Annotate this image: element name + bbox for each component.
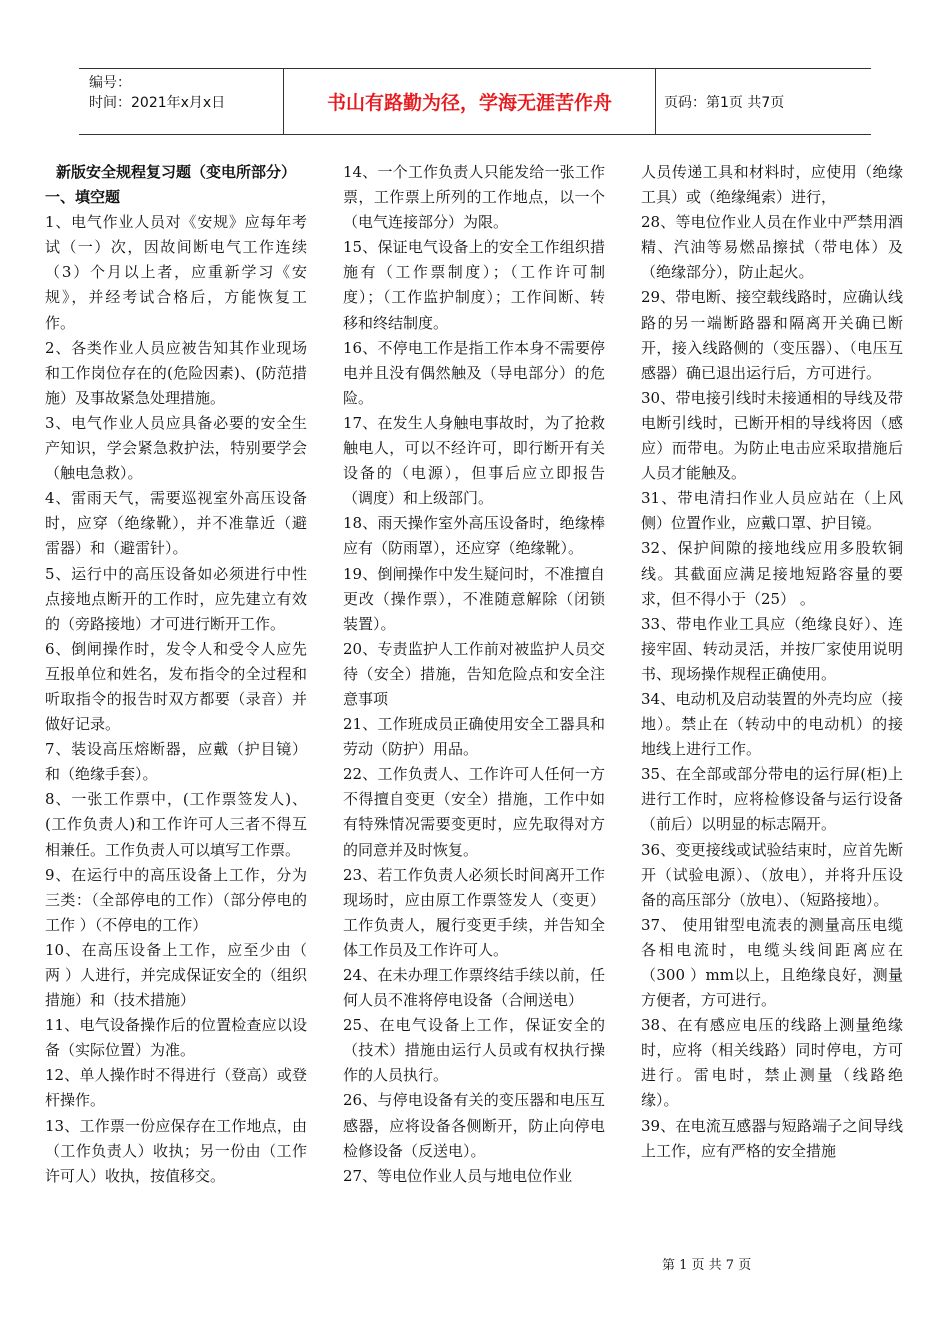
question-paragraph: 34、电动机及启动装置的外壳均应（接地）。禁止在（转动中的电动机）的接地线上进行工作。: [641, 689, 903, 759]
question-paragraph: 9、在运行中的高压设备上工作，分为三类：（全部停电的工作）（部分停电的工作 ）（不停电的工作）: [45, 865, 307, 934]
question-paragraph: 30、带电接引线时未接通相的导线及带电断引线时，已断开相的导线将因（感应）而带电。为防止电击应采取措施后人员才能触及。: [641, 388, 903, 483]
page-footer: 第 1 页 共 7 页: [662, 1258, 752, 1273]
question-paragraph: 3、电气作业人员应具备必要的安全生产知识，学会紧急救护法，特别要学会（触电急救）。: [45, 413, 307, 483]
question-paragraph: 27、等电位作业人员与地电位作业: [343, 1166, 573, 1185]
question-paragraph: 39、在电流互感器与短路端子之间导线上工作，应有严格的安全措施: [641, 1116, 903, 1160]
question-paragraph: 32、保护间隙的接地线应用多股软铜线。其截面应满足接地短路容量的要求，但不得小于（25） 。: [641, 539, 903, 608]
section-heading: 一、填空题: [45, 188, 121, 207]
question-paragraph: 17、在发生人身触电事故时，为了抢救触电人，可以不经许可，即行断开有关设备的（电源），但事后应立即报告（调度）和上级部门。: [343, 413, 605, 508]
text-column-3: [641, 160, 903, 1164]
text-column-2: [343, 160, 605, 1189]
date-label: 时间：2021年x月x日: [89, 95, 226, 111]
text-column-1: [45, 160, 307, 1189]
question-paragraph: 7、装设高压熔断器，应戴（护目镜）和（绝缘手套）。: [45, 740, 307, 784]
question-paragraph: 24、在未办理工作票终结手续以前，任何人员不准将停电设备（合闸送电）: [343, 966, 605, 1010]
question-paragraph: 18、雨天操作室外高压设备时，绝缘棒应有（防雨罩），还应穿（绝缘靴）。: [343, 514, 605, 558]
question-paragraph: 6、倒闸操作时，发令人和受令人应先互报单位和姓名，发布指令的全过程和听取指令的报告时双方都要（录音）并做好记录。: [45, 639, 307, 734]
question-paragraph: 31、带电清扫作业人员应站在（上风侧）位置作业，应戴口罩、护目镜。: [641, 489, 903, 533]
question-paragraph: 1、电气作业人员对《安规》应每年考试（一）次，因故间断电气工作连续（3）个月以上者，应重新学习《安规》，并经考试合格后，方能恢复工作。: [45, 213, 307, 332]
question-paragraph: 16、不停电工作是指工作本身不需要停电并且没有偶然触及（导电部分）的危险。: [343, 338, 605, 407]
question-paragraph: 25、在电气设备上工作，保证安全的（技术）措施由运行人员或有权执行操作的人员执行。: [343, 1016, 605, 1085]
question-paragraph: 5、运行中的高压设备如必须进行中性点接地点断开的工作时，应先建立有效的（旁路接地）才可进行断开工作。: [45, 564, 307, 633]
question-paragraph: 20、专责监护人工作前对被监护人员交待（安全）措施，告知危险点和安全注意事项: [343, 639, 605, 708]
question-paragraph: 人员传递工具和材料时，应使用（绝缘工具）或（绝缘绳索）进行，: [641, 163, 903, 207]
question-paragraph: 23、若工作负责人必须长时间离开工作现场时，应由原工作票签发人（变更）工作负责人，履行变更手续，并告知全体工作员及工作许可人。: [343, 865, 605, 959]
header-page-info: 页码：第1页 共7页: [664, 94, 785, 111]
question-paragraph: 8、一张工作票中，(工作票签发人)、(工作负责人)和工作许可人三者不得互相兼任。工作负责人可以填写工作票。: [45, 790, 307, 859]
question-paragraph: 28、等电位作业人员在作业中严禁用酒精、汽油等易燃品擦拭（带电体）及（绝缘部分），防止起火。: [641, 213, 903, 282]
question-paragraph: 29、带电断、接空载线路时，应确认线路的另一端断路器和隔离开关确已断开，接入线路侧的（变压器）、（电压互感器）确已退出运行后，方可进行。: [641, 288, 903, 382]
question-paragraph: 12、单人操作时不得进行（登高）或登杆操作。: [45, 1066, 307, 1110]
question-paragraph: 38、在有感应电压的线路上测量绝缘时，应将（相关线路）同时停电，方可进行。雷电时，禁止测量（线路绝缘）。: [641, 1016, 903, 1110]
number-label: 编号：: [89, 75, 131, 91]
document-title: 新版安全规程复习题（变电所部分）: [55, 163, 296, 181]
question-paragraph: 21、工作班成员正确使用安全工器具和劳动（防护）用品。: [343, 715, 605, 759]
question-paragraph: 35、在全部或部分带电的运行屏(柜)上进行工作时，应将检修设备与运行设备（前后）以明显的标志隔开。: [641, 765, 903, 834]
question-paragraph: 10、在高压设备上工作，应至少由（ 两 ）人进行，并完成保证安全的（组织措施）和（技术措施）: [45, 940, 307, 1010]
question-paragraph: 33、带电作业工具应（绝缘良好）、连接牢固、转动灵活，并按厂家使用说明书、现场操作规程正确使用。: [641, 614, 903, 683]
question-paragraph: 37、 使用钳型电流表的测量高压电缆各相电流时，电缆头线间距离应在（300 ）mm以上，且绝缘良好，测量方便者，方可进行。: [641, 915, 903, 1010]
question-paragraph: 22、工作负责人、工作许可人任何一方不得擅自变更（安全）措施，工作中如有特殊情况需要变更时，应先取得对方的同意并及时恢复。: [343, 765, 605, 859]
question-paragraph: 36、变更接线或试验结束时，应首先断开（试验电源）、（放电），并将升压设备的高压部分（放电）、（短路接地）。: [641, 840, 903, 909]
question-paragraph: 14、一个工作负责人只能发给一张工作票，工作票上所列的工作地点，以一个（电气连接部分）为限。: [343, 163, 605, 232]
question-paragraph: 13、工作票一份应保存在工作地点，由（工作负责人）收执；另一份由（工作许可人）收执，按值移交。: [45, 1116, 307, 1185]
page-header: [79, 68, 871, 135]
question-paragraph: 11、电气设备操作后的位置检查应以设备（实际位置）为准。: [45, 1016, 307, 1060]
header-meta: [79, 69, 284, 134]
question-paragraph: 26、与停电设备有关的变压器和电压互感器，应将设备各侧断开，防止向停电检修设备（反送电）。: [343, 1091, 605, 1160]
question-paragraph: 15、保证电气设备上的安全工作组织措施有（工作票制度）；（工作许可制度）；（工作监护制度）；工作间断、转移和终结制度。: [343, 238, 605, 332]
question-paragraph: 2、各类作业人员应被告知其作业现场和工作岗位存在的(危险因素)、(防范措施）及事故紧急处理措施。: [45, 338, 307, 407]
question-paragraph: 4、雷雨天气，需要巡视室外高压设备时，应穿（绝缘靴），并不准靠近（避雷器）和（避雷针）。: [45, 489, 307, 558]
question-paragraph: 19、倒闸操作中发生疑问时，不准擅自更改（操作票），不准随意解除（闭锁装置）。: [343, 564, 605, 633]
header-motto: 书山有路勤为径，学海无涯苦作舟: [284, 69, 656, 134]
